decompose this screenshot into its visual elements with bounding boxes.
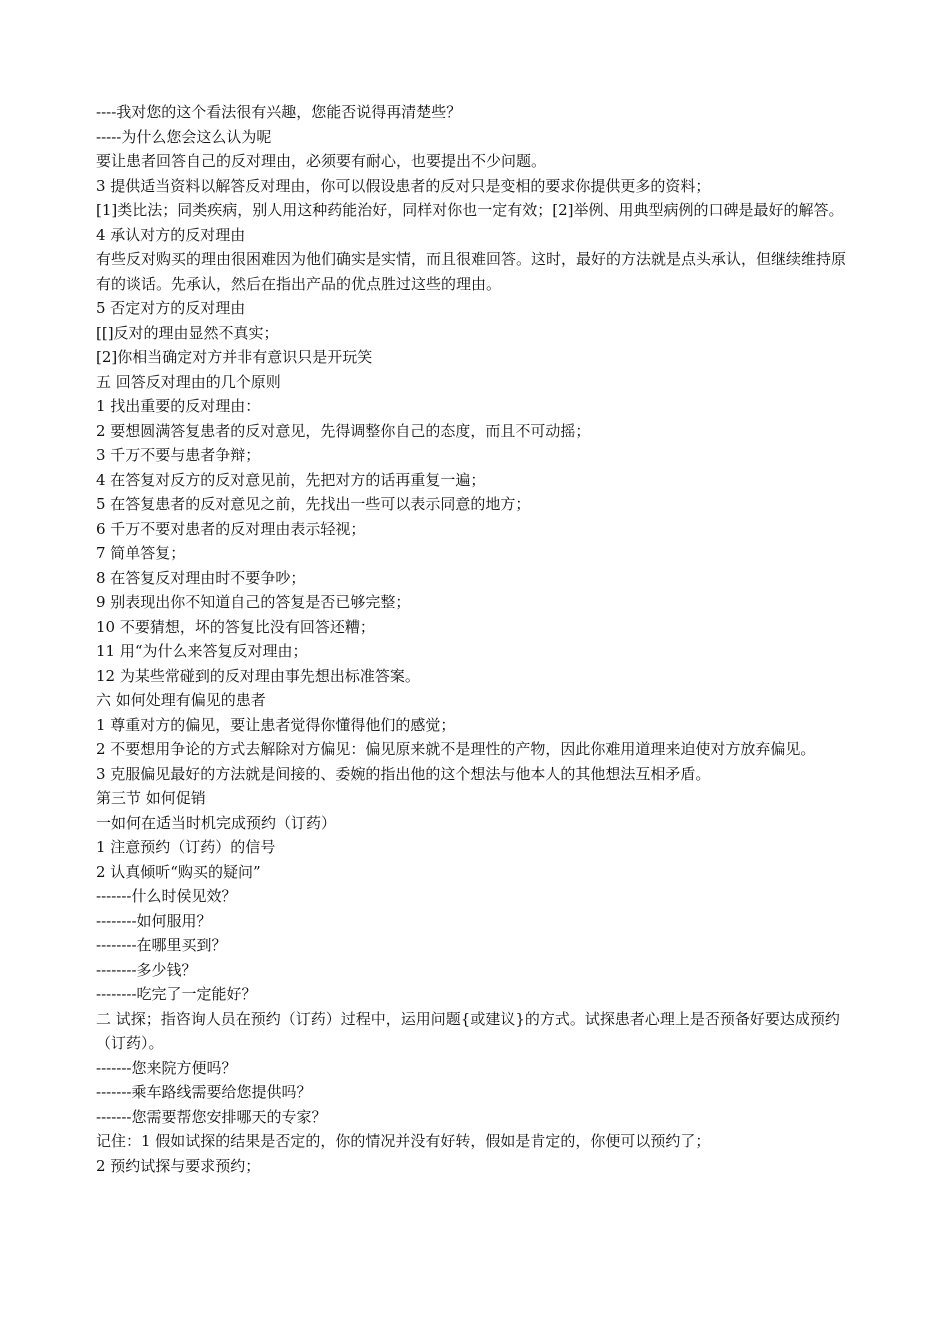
text-line: --------多少钱？	[96, 960, 197, 979]
text-line: [1]类比法；同类疾病，别人用这种药能治好，同样对你也一定有效；[2]举例、用典型病例的口碑是最好的解答。	[96, 201, 844, 219]
list-item: 1 尊重对方的偏见，要让患者觉得你懂得他们的感觉；	[96, 715, 456, 734]
list-item: 2 不要想用争论的方式去解除对方偏见：偏见原来就不是理性的产物，因此你难用道理来迫使对方放弃偏见。	[96, 740, 816, 758]
list-item: 3 千万不要与患者争辩；	[96, 446, 261, 464]
text-line: -------乘车路线需要给您提供吗？	[96, 1083, 312, 1101]
text-line: 3 提供适当资料以解答反对理由，你可以假设患者的反对只是变相的要求你提供更多的资料；	[96, 176, 711, 195]
list-item: 1 找出重要的反对理由：	[96, 397, 261, 415]
list-item: 5 在答复患者的反对意见之前，先找出一些可以表示同意的地方；	[96, 495, 531, 513]
list-item: 12 为某些常碰到的反对理由事先想出标准答案。	[96, 666, 420, 685]
list-item: 4 在答复对反方的反对意见前，先把对方的话再重复一遍；	[96, 470, 486, 489]
text-line: -----为什么您会这么认为呢	[96, 127, 272, 146]
list-item: 3 克服偏见最好的方法就是间接的、委婉的指出他的这个想法与他本人的其他想法互相矛盾。	[96, 764, 711, 783]
text-line: [[]反对的理由显然不真实；	[96, 323, 279, 342]
text-line: -------您需要帮您安排哪天的专家？	[96, 1107, 327, 1126]
text-line: ----我对您的这个看法很有兴趣，您能否说得再清楚些？	[96, 103, 462, 121]
text-line: --------如何服用？	[96, 911, 212, 930]
list-item: 1 注意预约（订药）的信号	[96, 838, 276, 856]
section-heading: 六 如何处理有偏见的患者	[96, 691, 266, 709]
list-item: 11 用“为什么来答复反对理由；	[96, 642, 308, 660]
document-body	[96, 100, 856, 1178]
list-item: 10 不要猜想，坏的答复比没有回答还糟；	[96, 617, 375, 636]
section-heading: 5 否定对方的反对理由	[96, 299, 246, 317]
list-item: 8 在答复反对理由时不要争吵；	[96, 568, 306, 587]
section-heading: 二 试探；指咨询人员在预约（订药）过程中，运用问题{或建议}的方式。试探患者心理上是否预备好要达成预约（订药）。	[96, 1009, 840, 1052]
section-heading: 4 承认对方的反对理由	[96, 225, 246, 244]
section-heading: 一如何在适当时机完成预约（订药）	[96, 813, 337, 832]
chapter-heading: 第三节 如何促销	[96, 789, 206, 807]
text-line: -------什么时侯见效？	[96, 887, 237, 905]
text-line: -------您来院方便吗？	[96, 1058, 237, 1077]
list-item: 2 预约试探与要求预约；	[96, 1156, 261, 1175]
list-item: 6 千万不要对患者的反对理由表示轻视；	[96, 519, 366, 538]
list-item: 9 别表现出你不知道自己的答复是否已够完整；	[96, 593, 411, 611]
list-item: 2 要想圆满答复患者的反对意见，先得调整你自己的态度，而且不可动摇；	[96, 421, 591, 440]
section-heading: 五 回答反对理由的几个原则	[96, 372, 281, 391]
text-line: 记住：1 假如试探的结果是否定的，你的情况并没有好转，假如是肯定的，你便可以预约了；	[96, 1132, 711, 1150]
list-item: 7 简单答复；	[96, 544, 186, 562]
text-line: [2]你相当确定对方并非有意识只是开玩笑	[96, 348, 373, 366]
list-item: 2 认真倾听“购买的疑问”	[96, 862, 261, 881]
text-line: 要让患者回答自己的反对理由，必须要有耐心，也要提出不少问题。	[96, 152, 547, 170]
text-line: --------吃完了一定能好？	[96, 985, 257, 1003]
text-line: --------在哪里买到？	[96, 936, 227, 954]
text-line: 有些反对购买的理由很困难因为他们确实是实情，而且很难回答。这时，最好的方法就是点头承认，但继续维持原有的谈话。先承认，然后在指出产品的优点胜过这些的理由。	[96, 250, 847, 293]
